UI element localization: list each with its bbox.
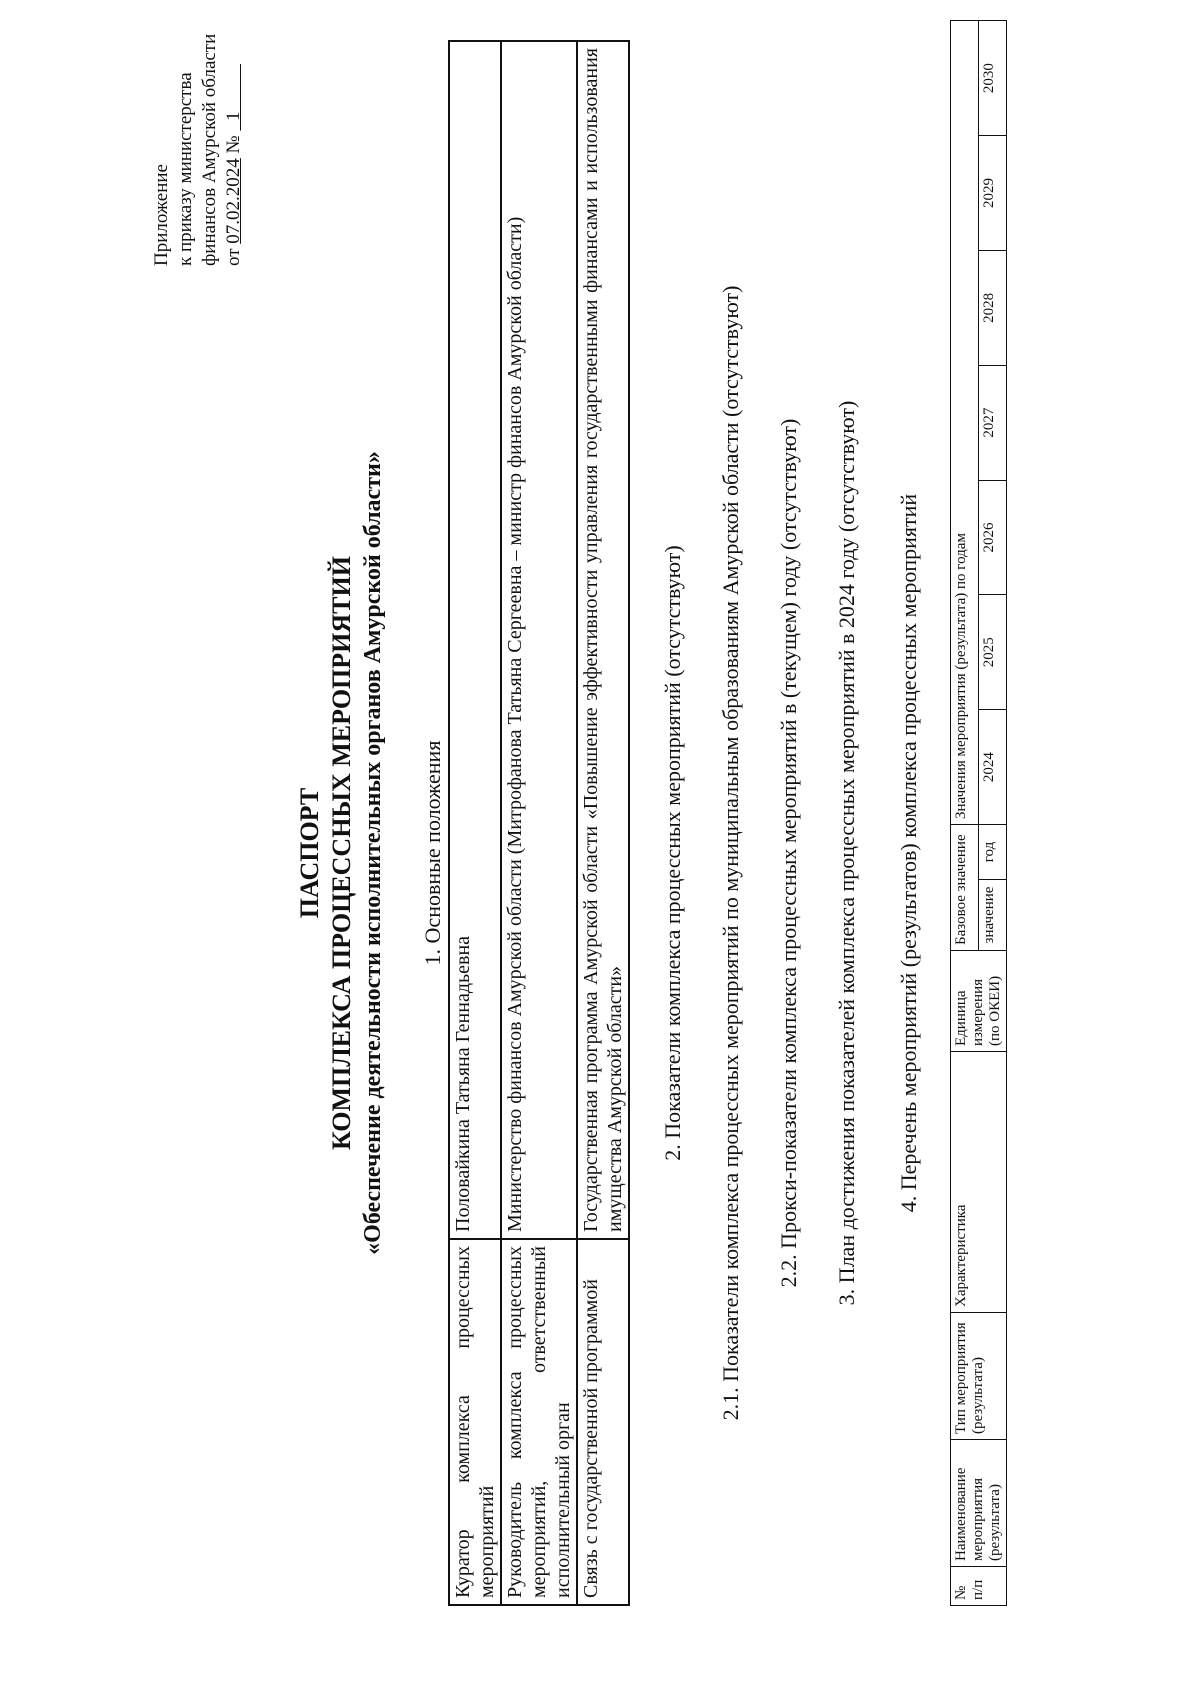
table-row bbox=[501, 41, 577, 1605]
appendix-line-3: финансов Амурской области bbox=[199, 33, 220, 266]
header-base-value: значение bbox=[979, 880, 1007, 951]
appendix-number-label: № bbox=[223, 130, 244, 159]
title-complex: КОМПЛЕКСА ПРОЦЕССНЫХ МЕРОПРИЯТИЙ bbox=[327, 556, 356, 1150]
table-cell-value: Государственная программа Амурской области «Повышение эффективности управления государственными финансами и использования имущества Амурской области» bbox=[577, 41, 629, 1239]
appendix-block bbox=[150, 6, 246, 266]
header-num: № п/п bbox=[951, 1567, 1007, 1606]
section-2-1-heading: 2.1. Показатели комплекса процессных мероприятий по муниципальным образованиям Амурской области (отсутствуют) bbox=[718, 285, 743, 1421]
header-year: 2025 bbox=[979, 595, 1007, 710]
main-provisions-table bbox=[448, 40, 630, 1606]
section-2-heading: 2. Показатели комплекса процессных мероприятий (отсутствуют) bbox=[660, 545, 685, 1161]
table-cell-label: Куратор комплекса процессных мероприятий bbox=[449, 1239, 501, 1605]
title-passport: ПАСПОРТ bbox=[295, 787, 324, 919]
table-header-row bbox=[951, 21, 979, 1606]
header-year: 2030 bbox=[979, 21, 1007, 136]
header-name: Наименование мероприятия (результата) bbox=[951, 1440, 1007, 1567]
header-base: Базовое значение bbox=[951, 825, 979, 951]
appendix-line-4 bbox=[222, 6, 246, 266]
header-characteristic: Характеристика bbox=[951, 1052, 1007, 1313]
table-cell-label: Связь с государственной программой bbox=[577, 1239, 629, 1605]
section-3-heading: 3. План достижения показателей комплекса процессных мероприятий в 2024 году (отсутствуют) bbox=[834, 400, 859, 1306]
header-year: 2028 bbox=[979, 250, 1007, 365]
header-year: 2024 bbox=[979, 710, 1007, 825]
header-base-year: год bbox=[979, 825, 1007, 880]
section-2-2-heading: 2.2. Прокси-показатели комплекса процессных мероприятий в (текущем) году (отсутствуют) bbox=[776, 418, 801, 1288]
header-type: Тип мероприятия (результата) bbox=[951, 1313, 1007, 1440]
title-subject: «Обеспечение деятельности исполнительных органов Амурской области» bbox=[360, 451, 386, 1255]
table-cell-value: Половайкина Татьяна Геннадьевна bbox=[449, 41, 501, 1239]
appendix-line-2: к приказу министерства bbox=[175, 72, 196, 266]
appendix-date: 07.02.2024 bbox=[223, 158, 244, 244]
table-row bbox=[577, 41, 629, 1605]
section-1-heading: 1. Основные положения bbox=[420, 740, 445, 966]
table-cell-label: Руководитель комплекса процессных мероприятий, ответственный исполнительный орган bbox=[501, 1239, 577, 1605]
header-year: 2026 bbox=[979, 480, 1007, 595]
activities-table bbox=[950, 20, 1007, 1606]
section-4-heading: 4. Перечень мероприятий (результатов) комплекса процессных мероприятий bbox=[896, 493, 921, 1213]
appendix-date-prefix: от bbox=[223, 243, 244, 266]
table-row bbox=[449, 41, 501, 1605]
appendix-number: 1 bbox=[223, 111, 244, 122]
table-cell-value: Министерство финансов Амурской области (Митрофанова Татьяна Сергеевна – министр финансов Амурской области) bbox=[501, 41, 577, 1239]
header-year: 2029 bbox=[979, 136, 1007, 251]
appendix-line-1: Приложение bbox=[151, 164, 172, 266]
header-years: Значения мероприятия (результата) по годам bbox=[951, 21, 979, 825]
header-year: 2027 bbox=[979, 365, 1007, 480]
header-unit: Единица измерения (по ОКЕИ) bbox=[951, 951, 1007, 1052]
